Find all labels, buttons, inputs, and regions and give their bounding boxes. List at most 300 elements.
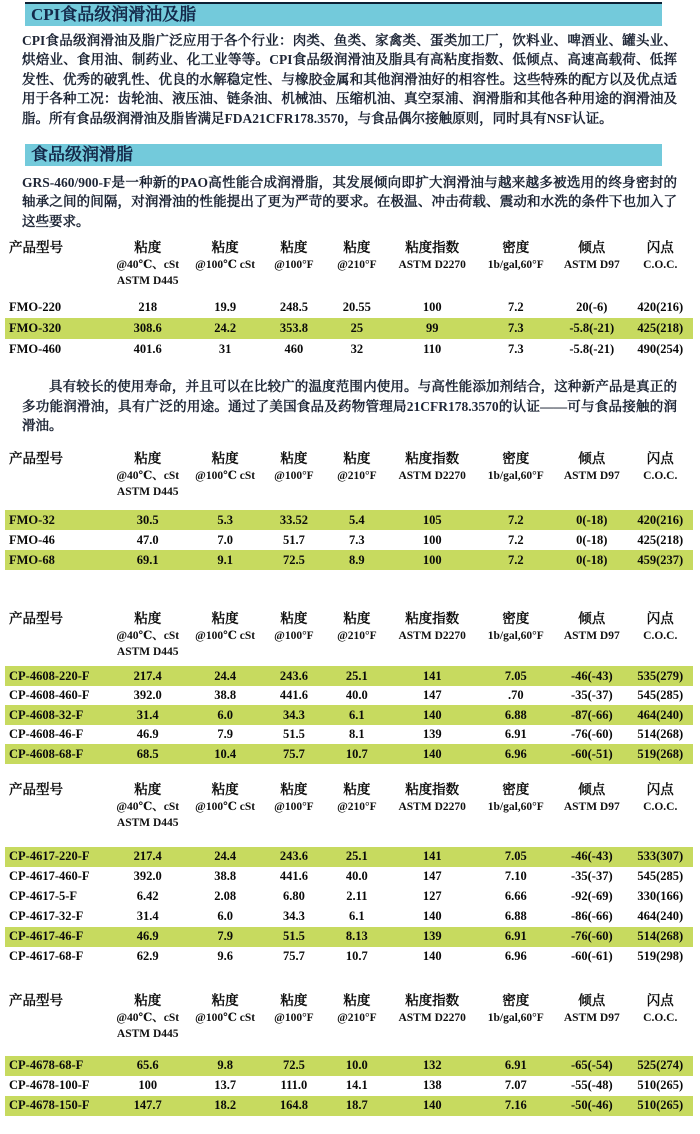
value-cell: 0(-18) [576, 532, 608, 547]
table-header-line: 粘度指数 [405, 992, 460, 1008]
table-row [5, 847, 693, 867]
product-model-cell: CP-4608-46-F [9, 727, 84, 742]
table-header-line: 粘度 [280, 992, 308, 1008]
table-header-cell [187, 780, 263, 815]
table-row [5, 297, 693, 318]
value-cell: 32 [350, 342, 364, 357]
table-header-line: @100℃ cSt [195, 470, 256, 483]
product-model-cell: FMO-68 [9, 552, 55, 567]
table-header-line: ASTM D97 [563, 630, 620, 643]
intro-paragraph: CPI食品级润滑油及脂广泛应用于各个行业：肉类、鱼类、家禽类、蛋类加工厂，饮料业、啤酒业、罐头业、烘焙业、食用油、制药业、化工业等等。CPI食品级润滑油及脂具有高粘度指数、低倾点、高速高载荷、低挥发性、优秀的破乳性、优良的水解稳定性、与橡胶金属和其他润滑油好的相容性。这些特殊的配方以及优点适用于各种工况：齿轮油、液压油、链条油、机械油、压缩机油、真空泵浦、润滑脂和其他各种用途的润滑油及脂。所有食品级润滑油及脂皆满足FDA21CFR178.3570，与食品偶尔接触原则，同时具有NSF认证。 [22, 33, 677, 126]
table-header-cell [556, 780, 628, 815]
table-header-cell [325, 991, 389, 1026]
value-cell: 111.0 [280, 1078, 308, 1093]
value-cell: 7.2 [507, 532, 524, 547]
value-cell: -35(-37) [570, 869, 613, 884]
value-cell: 6.80 [282, 889, 305, 904]
product-model-cell: CP-4617-5-F [9, 889, 78, 904]
table-header-cell [108, 449, 187, 500]
table-header-line: 产品型号 [9, 611, 63, 627]
value-cell: 7.3 [507, 321, 524, 336]
table-header-line: C.O.C. [643, 800, 678, 813]
value-cell: 51.5 [282, 727, 305, 742]
value-cell: 248.5 [279, 300, 308, 315]
value-cell: -35(-37) [570, 688, 613, 703]
table-header-line: ASTM D445 [116, 646, 179, 659]
value-cell: 217.4 [133, 849, 162, 864]
value-cell: 75.7 [282, 949, 305, 964]
table-header-line: 密度 [502, 240, 530, 256]
section-title-grease: 食品级润滑脂 [31, 145, 133, 165]
value-cell: 545(285) [637, 688, 684, 703]
value-cell: 0(-18) [576, 512, 608, 527]
table-header-line: C.O.C. [643, 470, 678, 483]
value-cell: -60(-51) [570, 746, 613, 761]
table-row [5, 339, 693, 360]
value-cell: -46(-43) [570, 668, 613, 683]
value-cell: 10.0 [345, 1058, 368, 1073]
table-header-line: @210°F [337, 259, 377, 272]
table-header-cell [325, 238, 389, 273]
table-header-line: 粘度 [343, 611, 371, 627]
table-header-line: 倾点 [578, 240, 606, 256]
table-header-line: 倾点 [578, 451, 606, 467]
value-cell: 7.05 [504, 849, 527, 864]
value-cell: 34.3 [282, 707, 305, 722]
table-header-cell [263, 449, 325, 484]
table-header-cell [263, 991, 325, 1026]
value-cell: 0(-18) [576, 552, 608, 567]
value-cell: 24.2 [214, 321, 237, 336]
table-header-cell [263, 238, 325, 273]
value-cell: 164.8 [279, 1098, 308, 1113]
table-row [5, 1056, 693, 1076]
table-header-cell [389, 238, 476, 273]
table-header-cell [5, 238, 108, 257]
value-cell: 40.0 [345, 869, 368, 884]
value-cell: 243.6 [279, 849, 308, 864]
value-cell: -50(-46) [570, 1098, 613, 1113]
table-header-line: 粘度指数 [405, 781, 460, 797]
table-row [5, 686, 693, 706]
value-cell: 51.5 [282, 929, 305, 944]
value-cell: 545(285) [637, 869, 684, 884]
value-cell: 7.10 [504, 869, 527, 884]
value-cell: 147 [422, 688, 442, 703]
table-header-line: @100℃ cSt [195, 259, 256, 272]
value-cell: 218 [138, 300, 158, 315]
value-cell: 72.5 [282, 1058, 305, 1073]
value-cell: 330(166) [637, 889, 684, 904]
spec-table-cp-4678 [5, 991, 693, 1116]
value-cell: 141 [422, 668, 442, 683]
table-header-line: 1b/gal,60°F [487, 470, 544, 483]
spec-table-fmo-32-68 [5, 449, 693, 570]
table-header-line: 粘度指数 [405, 611, 460, 627]
table-header-cell [325, 449, 389, 484]
table-header-cell [628, 238, 693, 273]
table-row [5, 927, 693, 947]
spec-table-cp-4617 [5, 780, 693, 967]
value-cell: 420(216) [637, 300, 684, 315]
section-header-oils-bar [25, 2, 662, 26]
value-cell: 20.55 [342, 300, 371, 315]
value-cell: 7.9 [217, 727, 233, 742]
value-cell: 353.8 [279, 321, 308, 336]
value-cell: 459(237) [637, 552, 684, 567]
value-cell: 132 [422, 1058, 442, 1073]
product-model-cell: CP-4608-68-F [9, 746, 84, 761]
product-model-cell: FMO-320 [9, 321, 62, 336]
table-header-line: 密度 [502, 992, 530, 1008]
value-cell: 217.4 [133, 668, 162, 683]
table-header-line: 产品型号 [9, 240, 63, 256]
value-cell: 464(240) [637, 707, 684, 722]
table-header-cell [556, 449, 628, 484]
value-cell: 9.8 [217, 1058, 233, 1073]
value-cell: 147.7 [133, 1098, 162, 1113]
value-cell: 6.96 [504, 746, 527, 761]
table-row [5, 744, 693, 764]
table-header-cell [556, 609, 628, 644]
value-cell: 6.0 [217, 909, 233, 924]
table-header-cell [108, 991, 187, 1042]
value-cell: 65.6 [136, 1058, 159, 1073]
value-cell: -76(-60) [570, 929, 613, 944]
table-header-cell [476, 991, 556, 1026]
table-row [5, 867, 693, 887]
value-cell: 7.2 [507, 300, 524, 315]
table-header-cell [476, 449, 556, 484]
value-cell: 13.7 [214, 1078, 237, 1093]
value-cell: 30.5 [136, 512, 159, 527]
value-cell: 9.1 [217, 552, 233, 567]
table-header-cell [187, 991, 263, 1026]
value-cell: -76(-60) [570, 727, 613, 742]
table-header-line: ASTM D445 [116, 816, 179, 829]
value-cell: 2.08 [214, 889, 237, 904]
table-row [5, 530, 693, 550]
value-cell: 127 [422, 889, 442, 904]
value-cell: 401.6 [133, 342, 162, 357]
value-cell: 99 [425, 321, 439, 336]
table-header-line: 粘度指数 [405, 451, 460, 467]
table-header-line: ASTM D2270 [398, 259, 466, 272]
table-header-line: 1b/gal,60°F [487, 259, 544, 272]
table-header-line: @40℃、cSt [116, 470, 180, 483]
table-header-line: 粘度 [343, 781, 371, 797]
table-header-line: 粘度 [211, 992, 239, 1008]
table-header-line: 粘度 [211, 781, 239, 797]
product-model-cell: CP-4617-32-F [9, 909, 84, 924]
product-model-cell: CP-4608-220-F [9, 668, 90, 683]
table-header-cell [476, 238, 556, 273]
value-cell: 7.07 [504, 1078, 527, 1093]
table-row [5, 1096, 693, 1116]
value-cell: 420(216) [637, 512, 684, 527]
table-header-line: ASTM D2270 [398, 630, 466, 643]
value-cell: 8.1 [349, 727, 365, 742]
table-header-line: ASTM D2270 [398, 1011, 466, 1024]
table-header-line: ASTM D2270 [398, 470, 466, 483]
value-cell: 46.9 [136, 929, 159, 944]
value-cell: 110 [423, 342, 442, 357]
table-header-line: 粘度 [134, 781, 162, 797]
table-row [5, 705, 693, 725]
table-header-row [5, 609, 693, 660]
value-cell: 31 [218, 342, 232, 357]
value-cell: -55(-48) [570, 1078, 613, 1093]
value-cell: 34.3 [282, 909, 305, 924]
value-cell: 441.6 [279, 869, 308, 884]
value-cell: 18.7 [345, 1098, 368, 1113]
value-cell: 6.88 [504, 707, 527, 722]
value-cell: 535(279) [637, 668, 684, 683]
table-header-line: @210°F [337, 630, 377, 643]
table-header-line: 闪点 [646, 240, 674, 256]
value-cell: -92(-69) [570, 889, 613, 904]
table-header-line: 产品型号 [9, 992, 63, 1008]
value-cell: 31.4 [136, 707, 159, 722]
value-cell: 7.16 [504, 1098, 527, 1113]
table-header-line: 倾点 [578, 611, 606, 627]
table-row [5, 725, 693, 745]
value-cell: 2.11 [346, 889, 368, 904]
table-header-row [5, 238, 693, 289]
value-cell: -5.8(-21) [569, 321, 615, 336]
table-header-line: 粘度 [211, 240, 239, 256]
value-cell: 8.13 [345, 929, 368, 944]
value-cell: 140 [422, 949, 442, 964]
value-cell: 5.3 [217, 512, 233, 527]
value-cell: -86(-66) [570, 909, 613, 924]
table-header-cell [556, 991, 628, 1026]
product-model-cell: CP-4678-68-F [9, 1058, 84, 1073]
table-header-line: ASTM D97 [563, 800, 620, 813]
table-header-cell [476, 780, 556, 815]
value-cell: 25.1 [345, 668, 368, 683]
table-header-cell [389, 449, 476, 484]
table-header-cell [325, 780, 389, 815]
table-header-line: @100℃ cSt [195, 800, 256, 813]
table-header-cell [5, 780, 108, 799]
table-header-line: @40℃、cSt [116, 259, 180, 272]
value-cell: 533(307) [637, 849, 684, 864]
value-cell: 31.4 [136, 909, 159, 924]
table-header-cell [556, 238, 628, 273]
value-cell: 19.9 [214, 300, 237, 315]
table-header-line: @100°F [274, 259, 314, 272]
table-header-line: ASTM D445 [116, 1027, 179, 1040]
table-header-line: @100℃ cSt [195, 630, 256, 643]
table-header-line: C.O.C. [643, 1011, 678, 1024]
table-header-cell [187, 449, 263, 484]
table-header-line: 闪点 [646, 781, 674, 797]
value-cell: 519(298) [637, 949, 684, 964]
value-cell: 510(265) [637, 1098, 684, 1113]
value-cell: 72.5 [282, 552, 305, 567]
value-cell: 38.8 [214, 869, 237, 884]
table-header-cell [628, 991, 693, 1026]
table-header-line: @100℃ cSt [195, 1011, 256, 1024]
table-header-line: ASTM D97 [563, 259, 620, 272]
table-header-cell [5, 449, 108, 468]
table-header-cell [389, 780, 476, 815]
spec-table-fmo-220-460 [5, 238, 693, 360]
value-cell: 47.0 [136, 532, 159, 547]
section-header-grease-bar [25, 144, 662, 166]
value-cell: 6.0 [217, 707, 233, 722]
table-header-cell [628, 780, 693, 815]
table-row [5, 1076, 693, 1096]
value-cell: 140 [422, 1098, 442, 1113]
value-cell: 105 [422, 512, 442, 527]
value-cell: 25 [350, 321, 364, 336]
value-cell: -46(-43) [570, 849, 613, 864]
table-body [5, 510, 693, 570]
table-header-cell [187, 609, 263, 644]
section-title-oils: CPI食品级润滑油及脂 [31, 5, 197, 24]
table-body [5, 297, 693, 360]
value-cell: 100 [422, 552, 442, 567]
grease-paragraph: GRS-460/900-F是一种新的PAO高性能合成润滑脂，其发展倾向即扩大润滑油与越来越多被选用的终身密封的轴承之间的间隔，对润滑油的性能提出了更为严苛的要求。在极温、冲击荷载、震动和水洗的条件下也加入了这些要求。 [22, 175, 677, 229]
value-cell: 46.9 [136, 727, 159, 742]
table-header-cell [389, 991, 476, 1026]
table-header-line: 1b/gal,60°F [487, 800, 544, 813]
table-header-line: 1b/gal,60°F [487, 1011, 544, 1024]
table-header-line: 粘度 [134, 611, 162, 627]
product-model-cell: CP-4678-100-F [9, 1078, 90, 1093]
spec-table-cp-4608 [5, 609, 693, 764]
value-cell: 243.6 [279, 668, 308, 683]
table-header-cell [108, 609, 187, 660]
product-model-cell: CP-4608-460-F [9, 688, 90, 703]
table-header-line: @40℃、cSt [116, 630, 180, 643]
value-cell: 140 [422, 909, 442, 924]
value-cell: 7.3 [349, 532, 365, 547]
table-header-line: ASTM D2270 [398, 800, 466, 813]
value-cell: 10.7 [345, 949, 368, 964]
value-cell: 490(254) [637, 342, 684, 357]
table-header-line: @210°F [337, 470, 377, 483]
table-header-line: @100°F [274, 630, 314, 643]
product-model-cell: FMO-32 [9, 512, 55, 527]
table-header-line: 粘度 [134, 240, 162, 256]
table-row [5, 550, 693, 570]
value-cell: .70 [507, 688, 524, 703]
value-cell: 100 [422, 532, 442, 547]
table-header-cell [628, 449, 693, 484]
value-cell: 147 [422, 869, 442, 884]
value-cell: -60(-61) [570, 949, 613, 964]
table-row [5, 510, 693, 530]
value-cell: 6.66 [504, 889, 527, 904]
product-model-cell: CP-4617-46-F [9, 929, 84, 944]
value-cell: 14.1 [345, 1078, 368, 1093]
table-row [5, 887, 693, 907]
value-cell: 51.7 [282, 532, 305, 547]
value-cell: 7.3 [507, 342, 524, 357]
value-cell: 10.7 [345, 746, 368, 761]
product-model-cell: CP-4617-220-F [9, 849, 90, 864]
table-header-cell [325, 609, 389, 644]
value-cell: 6.91 [504, 929, 527, 944]
value-cell: 6.1 [349, 707, 365, 722]
value-cell: 514(268) [637, 727, 684, 742]
table-header-line: 粘度 [211, 451, 239, 467]
value-cell: 24.4 [214, 849, 237, 864]
value-cell: 25.1 [345, 849, 368, 864]
table-header-line: 粘度 [134, 451, 162, 467]
value-cell: 8.9 [349, 552, 365, 567]
table-header-line: 闪点 [646, 611, 674, 627]
product-model-cell: FMO-46 [9, 532, 55, 547]
table-row [5, 666, 693, 686]
value-cell: 75.7 [282, 746, 305, 761]
value-cell: 138 [422, 1078, 442, 1093]
product-model-cell: CP-4678-150-F [9, 1098, 90, 1113]
table-header-cell [263, 780, 325, 815]
value-cell: 10.4 [214, 746, 237, 761]
table-header-line: 闪点 [646, 992, 674, 1008]
value-cell: 33.52 [279, 512, 308, 527]
value-cell: 514(268) [637, 929, 684, 944]
table-header-line: 粘度 [280, 451, 308, 467]
value-cell: -65(-54) [570, 1058, 613, 1073]
table-header-line: @100°F [274, 470, 314, 483]
value-cell: 7.0 [217, 532, 233, 547]
table-header-line: 粘度指数 [405, 240, 460, 256]
table-header-line: 倾点 [578, 781, 606, 797]
table-header-line: C.O.C. [643, 259, 678, 272]
value-cell: -87(-66) [570, 707, 613, 722]
value-cell: 525(274) [637, 1058, 684, 1073]
table-header-line: 产品型号 [9, 781, 63, 797]
value-cell: 69.1 [136, 552, 159, 567]
table-header-line: @40℃、cSt [116, 800, 180, 813]
value-cell: 460 [284, 342, 304, 357]
product-model-cell: CP-4617-460-F [9, 869, 90, 884]
table-header-line: 密度 [502, 451, 530, 467]
table-header-line: C.O.C. [643, 630, 678, 643]
table-header-line: 粘度 [280, 781, 308, 797]
product-model-cell: FMO-220 [9, 300, 62, 315]
value-cell: 100 [422, 300, 442, 315]
value-cell: 441.6 [279, 688, 308, 703]
value-cell: 308.6 [133, 321, 162, 336]
table-header-line: 粘度 [280, 611, 308, 627]
value-cell: 139 [422, 727, 442, 742]
value-cell: 510(265) [637, 1078, 684, 1093]
value-cell: 18.2 [214, 1098, 237, 1113]
value-cell: 7.2 [507, 552, 524, 567]
value-cell: 425(218) [637, 532, 684, 547]
table-header-line: 粘度 [343, 992, 371, 1008]
table-header-line: ASTM D445 [116, 275, 179, 288]
value-cell: 6.91 [504, 727, 527, 742]
table-body [5, 1056, 693, 1116]
table-header-line: 闪点 [646, 451, 674, 467]
table-header-cell [389, 609, 476, 644]
product-model-cell: FMO-460 [9, 342, 62, 357]
table-header-row [5, 991, 693, 1042]
table-header-cell [628, 609, 693, 644]
table-header-cell [5, 609, 108, 628]
table-body [5, 847, 693, 967]
table-header-line: ASTM D97 [563, 470, 620, 483]
value-cell: 6.1 [349, 909, 365, 924]
value-cell: 425(218) [637, 321, 684, 336]
